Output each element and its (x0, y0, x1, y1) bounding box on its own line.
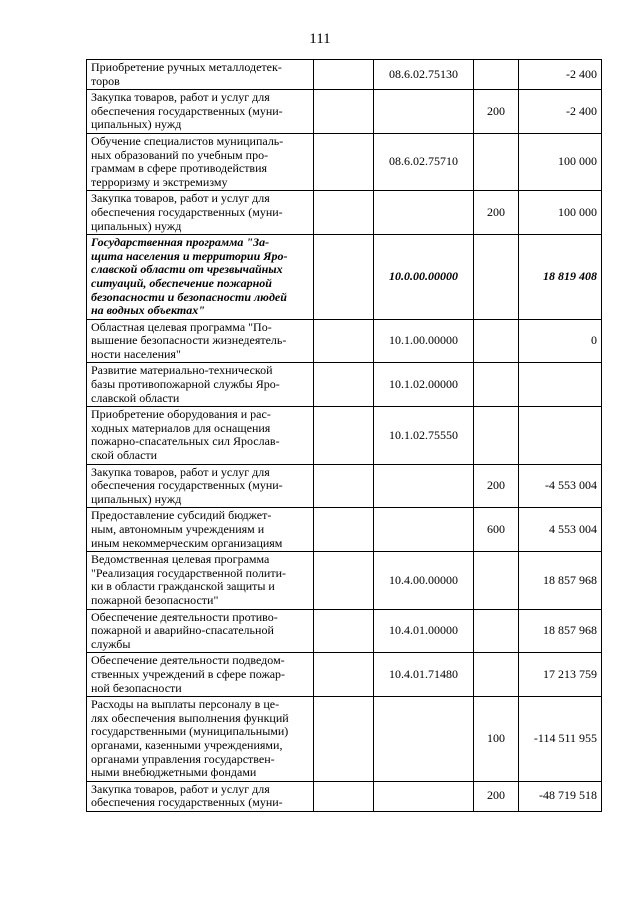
cell-text-line: обеспечения государственных (муни- (91, 795, 283, 810)
ministry-cell (314, 90, 374, 134)
expense-type-cell (474, 235, 519, 320)
ministry-cell (314, 407, 374, 464)
cell-text-line: органами управления государствен- (91, 751, 275, 766)
cell-text-line: 600 (487, 522, 505, 536)
expense-type-cell (474, 464, 519, 508)
expense-name-cell (87, 508, 314, 552)
ministry-cell (314, 552, 374, 609)
table-row (87, 407, 602, 464)
expense-type-cell (474, 552, 519, 609)
expense-name-cell (87, 191, 314, 235)
amount-cell (519, 552, 602, 609)
amount-cell (519, 653, 602, 697)
target-code-cell (374, 235, 474, 320)
table-row (87, 508, 602, 552)
table-row (87, 90, 602, 134)
cell-text-line: терроризму и экстремизму (91, 174, 228, 189)
cell-text-line: 08.6.02.75130 (389, 66, 458, 81)
target-code-cell (374, 90, 474, 134)
amount-cell (519, 609, 602, 653)
table-row (87, 464, 602, 508)
table-row (87, 781, 602, 811)
target-code-cell (374, 552, 474, 609)
expense-name-cell (87, 133, 314, 190)
cell-text-line: Обеспечение деятельности противо- (91, 609, 278, 624)
cell-text-line: ной безопасности (91, 680, 182, 695)
cell-text-line: -2 400 (566, 103, 597, 118)
amount-cell (519, 60, 602, 90)
ministry-cell (314, 464, 374, 508)
cell-text-line: Закупка товаров, работ и услуг для (91, 781, 270, 796)
cell-text-line: Закупка товаров, работ и услуг для (91, 90, 270, 105)
target-code-cell (374, 697, 474, 782)
cell-text-line: 10.0.00.00000 (389, 269, 458, 284)
expense-type-cell (474, 133, 519, 190)
cell-text-line: 10.4.01.71480 (389, 666, 458, 681)
cell-text-line: 08.6.02.75710 (389, 154, 458, 169)
ministry-cell (314, 60, 374, 90)
page-number: 111 (309, 31, 331, 47)
expense-name-cell (87, 609, 314, 653)
cell-text-line: ходных материалов для оснащения (91, 420, 271, 435)
expense-type-cell (474, 60, 519, 90)
cell-text-line: 10.1.02.75550 (389, 427, 458, 442)
table-row (87, 697, 602, 782)
cell-text-line: -114 511 955 (533, 731, 597, 746)
cell-text-line: -48 719 518 (539, 788, 597, 803)
cell-text-line: Закупка товаров, работ и услуг для (91, 464, 270, 479)
cell-text-line: государственными (муниципальными) (91, 724, 289, 739)
cell-text-line: Расходы на выплаты персоналу в це- (91, 697, 280, 712)
expense-type-cell (474, 90, 519, 134)
cell-text-line: пожарной и аварийно-спасательной (91, 623, 274, 638)
cell-text-line: Государственная программа "За- (91, 235, 270, 250)
cell-text-line: вышение безопасности жизнедеятель- (91, 333, 287, 348)
cell-text-line: Развитие материально-технической (91, 363, 273, 378)
cell-text-line: Обеспечение деятельности подведом- (91, 653, 285, 668)
expense-name-cell (87, 653, 314, 697)
expense-name-cell (87, 781, 314, 811)
amount-cell (519, 697, 602, 782)
amount-cell (519, 319, 602, 363)
cell-text-line: 100 (487, 731, 505, 746)
cell-text-line: 18 819 408 (543, 269, 597, 284)
cell-text-line: славской области от чрезвычайных (91, 262, 283, 277)
table-row (87, 133, 602, 190)
cell-text-line: Обучение специалистов муниципаль- (91, 133, 284, 148)
cell-text-line: ными внебюджетными фондами (91, 765, 257, 780)
table-row (87, 319, 602, 363)
target-code-cell (374, 407, 474, 464)
expense-type-cell (474, 609, 519, 653)
target-code-cell (374, 133, 474, 190)
target-code-cell (374, 781, 474, 811)
cell-text-line: 200 (487, 478, 505, 493)
ministry-cell (314, 235, 374, 320)
expense-name-cell (87, 363, 314, 407)
target-code-cell (374, 319, 474, 363)
cell-text-line: ным, автономным учреждениям и (91, 522, 265, 536)
amount-cell (519, 508, 602, 552)
budget-table (86, 59, 602, 812)
expense-name-cell (87, 464, 314, 508)
cell-text-line: ных образований по учебным про- (91, 147, 269, 162)
cell-text-line: Приобретение оборудования и рас- (91, 407, 271, 422)
cell-text-line: 200 (487, 788, 505, 803)
expense-type-cell (474, 363, 519, 407)
amount-cell (519, 90, 602, 134)
table-row (87, 609, 602, 653)
cell-text-line: 17 213 759 (543, 666, 597, 681)
cell-text-line: ситуаций, обеспечение пожарной (91, 275, 272, 290)
cell-text-line: органами, казенными учреждениями, (91, 737, 283, 752)
cell-text-line: 10.4.01.00000 (389, 623, 458, 638)
cell-text-line: безопасности и безопасности людей (91, 289, 287, 304)
cell-text-line: ципальных) нужд (91, 491, 182, 506)
program-row (87, 235, 602, 320)
cell-text-line: ственных учреждений в сфере пожар- (91, 666, 286, 681)
target-code-cell (374, 191, 474, 235)
expense-type-cell (474, 508, 519, 552)
cell-text-line: 18 857 968 (543, 572, 597, 587)
ministry-cell (314, 653, 374, 697)
table-row (87, 191, 602, 235)
amount-cell (519, 781, 602, 811)
cell-text-line: щита населения и территории Яро- (91, 248, 288, 263)
cell-text-line: базы противопожарной службы Яро- (91, 377, 280, 392)
ministry-cell (314, 319, 374, 363)
cell-text-line: обеспечения государственных (муни- (91, 103, 283, 118)
ministry-cell (314, 133, 374, 190)
amount-cell (519, 407, 602, 464)
target-code-cell (374, 363, 474, 407)
cell-text-line: 10.1.00.00000 (389, 333, 458, 348)
amount-cell (519, 363, 602, 407)
expense-type-cell (474, 319, 519, 363)
cell-text-line: -2 400 (566, 66, 597, 81)
table-row (87, 552, 602, 609)
expense-type-cell (474, 781, 519, 811)
cell-text-line: "Реализация государственной полити- (91, 565, 287, 580)
cell-text-line: 200 (487, 103, 505, 118)
amount-cell (519, 235, 602, 320)
target-code-cell (374, 60, 474, 90)
cell-text-line: службы (91, 636, 131, 651)
target-code-cell (374, 653, 474, 697)
amount-cell (519, 133, 602, 190)
expense-name-cell (87, 90, 314, 134)
cell-text-line: лях обеспечения выполнения функций (91, 710, 289, 725)
cell-text-line: Закупка товаров, работ и услуг для (91, 191, 270, 206)
expense-type-cell (474, 191, 519, 235)
cell-text-line: ципальных) нужд (91, 117, 182, 132)
cell-text-line: граммам в сфере противодействия (91, 161, 268, 176)
amount-cell (519, 464, 602, 508)
expense-name-cell (87, 697, 314, 782)
ministry-cell (314, 363, 374, 407)
ministry-cell (314, 697, 374, 782)
cell-text-line: 100 000 (558, 154, 597, 169)
expense-name-cell (87, 552, 314, 609)
amount-cell (519, 191, 602, 235)
ministry-cell (314, 191, 374, 235)
target-code-cell (374, 508, 474, 552)
cell-text-line: славской области (91, 390, 180, 405)
cell-text-line: ки в области гражданской защиты и (91, 579, 275, 594)
expense-name-cell (87, 407, 314, 464)
cell-text-line: 200 (487, 204, 505, 219)
cell-text-line: 0 (591, 333, 597, 348)
cell-text-line: ципальных) нужд (91, 218, 182, 233)
budget-table-body (87, 60, 602, 812)
expense-type-cell (474, 407, 519, 464)
cell-text-line: Областная целевая программа "По- (91, 319, 272, 334)
cell-text-line: Предоставление субсидий бюджет- (91, 508, 272, 523)
cell-text-line: 100 000 (558, 204, 597, 219)
cell-text-line: Приобретение ручных металлодетек- (91, 60, 282, 74)
ministry-cell (314, 781, 374, 811)
cell-text-line: -4 553 004 (545, 478, 597, 493)
expense-name-cell (87, 235, 314, 320)
ministry-cell (314, 609, 374, 653)
expense-type-cell (474, 697, 519, 782)
cell-text-line: Ведомственная целевая программа (91, 552, 270, 567)
cell-text-line: обеспечения государственных (муни- (91, 204, 283, 219)
cell-text-line: 18 857 968 (543, 623, 597, 638)
cell-text-line: пожарно-спасательных сил Ярослав- (91, 434, 280, 449)
target-code-cell (374, 464, 474, 508)
table-row (87, 60, 602, 90)
expense-type-cell (474, 653, 519, 697)
cell-text-line: ности населения" (91, 346, 181, 361)
expense-name-cell (87, 319, 314, 363)
cell-text-line: ской области (91, 448, 158, 463)
cell-text-line: обеспечения государственных (муни- (91, 478, 283, 493)
cell-text-line: пожарной безопасности" (91, 592, 219, 607)
target-code-cell (374, 609, 474, 653)
cell-text-line: торов (91, 73, 120, 88)
ministry-cell (314, 508, 374, 552)
cell-text-line: 10.1.02.00000 (389, 377, 458, 392)
cell-text-line: иным некоммерческим организациям (91, 535, 283, 550)
cell-text-line: 10.4.00.00000 (389, 572, 458, 587)
table-row (87, 363, 602, 407)
cell-text-line: 4 553 004 (549, 522, 597, 536)
expense-name-cell (87, 60, 314, 90)
table-row (87, 653, 602, 697)
cell-text-line: на водных объектах" (91, 303, 205, 318)
